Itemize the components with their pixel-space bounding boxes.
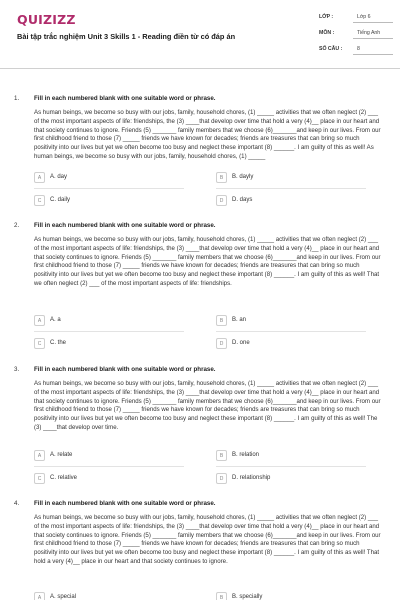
- option-letter-box: D: [216, 338, 227, 349]
- quizizz-logo: QUIZIZZ: [17, 12, 76, 27]
- option-b[interactable]: [216, 315, 386, 328]
- option-letter-box: B: [216, 172, 227, 183]
- option-letter-box: D: [216, 195, 227, 206]
- meta-underline: [353, 38, 393, 39]
- question-number: 1.: [14, 95, 20, 102]
- option-text: D. days: [232, 197, 253, 203]
- option-c[interactable]: [34, 473, 204, 486]
- option-divider: [216, 331, 366, 332]
- option-letter-box: B: [216, 592, 227, 600]
- option-b[interactable]: [216, 172, 386, 185]
- question-prompt: Fill in each numbered blank with one suitable word or phrase.: [34, 366, 216, 373]
- meta-key: LỚP :: [319, 14, 334, 20]
- option-letter-box: B: [216, 315, 227, 326]
- option-a[interactable]: [34, 172, 204, 185]
- question-passage: As human beings, we become so busy with our jobs, family, household chores, (1) _____ activities that we often neglect (2) ___ of the most important aspects of life: friendships, the (3) ____that develop over time that hold a very (4)__ place in our heart and that society continues to ignore. Friends (5) _______ family members that we choose (6)_______and keep in our lives. From our first childhood friend to those (7) _____ friends we have known for decades; friends are treasures that can bring so much positivity into our lives but yet we often become too busy and neglect these important (8) ______. I am guilty of this as well! That we often neglect (2) ___ of the most important aspects of life: friendships.: [34, 236, 381, 287]
- option-text: B. an: [232, 317, 247, 323]
- option-c[interactable]: [34, 338, 204, 351]
- meta-underline: [353, 54, 393, 55]
- option-letter-box: C: [34, 195, 45, 206]
- question-number: 4.: [14, 500, 20, 507]
- option-divider: [216, 466, 366, 467]
- question-prompt: Fill in each numbered blank with one suitable word or phrase.: [34, 95, 216, 102]
- option-b[interactable]: [216, 592, 386, 600]
- question-passage: As human beings, we become so busy with our jobs, family, household chores, (1) _____ activities that we often neglect (2) ___ of the most important aspects of life: friendships, the (3) ____that develop over time that hold a very (4)__ place in our heart and that society continues to ignore. Friends (5) _______ family members that we choose (6)_______and keep in our lives. From our first childhood friend to those (7) _____ friends we have known for decades; friends are treasures that can bring so much positivity into our lives but yet we often become too busy and neglect these important (8) ______. I am guilty of this as well! That hold a very (4)__ place in our heart and that society continues to ignore.: [34, 514, 381, 565]
- option-a[interactable]: [34, 592, 204, 600]
- option-text: C. the: [50, 340, 67, 346]
- meta-value: Lớp 6: [357, 14, 371, 20]
- document-title: Bài tập trắc nghiệm Unit 3 Skills 1 - Reading điền từ có đáp án: [17, 32, 236, 41]
- option-text: C. relative: [50, 475, 78, 481]
- question-prompt: Fill in each numbered blank with one suitable word or phrase.: [34, 500, 216, 507]
- option-letter-box: D: [216, 473, 227, 484]
- option-a[interactable]: [34, 315, 204, 328]
- option-d[interactable]: [216, 473, 386, 486]
- option-text: B. specially: [232, 594, 263, 600]
- option-d[interactable]: [216, 338, 386, 351]
- option-text: A. special: [50, 594, 77, 600]
- option-a[interactable]: [34, 450, 204, 463]
- question-passage: As human beings, we become so busy with our jobs, family, household chores, (1) _____ activities that we often neglect (2) ___ of the most important aspects of life: friendships, the (3) ____that develop over time that hold a very (4)__ place in our heart and that society continues to ignore. Friends (5) _______ family members that we choose (6)_______and keep in our lives. From our first childhood friend to those (7) _____ friends we have known for decades; friends are treasures that can bring so much positivity into our lives but yet we often become too busy and neglect these important (8) ______. I am guilty of this as well! As human beings, we become so busy with our jobs, family, household chores, (1) _____: [34, 109, 381, 160]
- option-text: A. day: [50, 174, 68, 180]
- option-letter-box: A: [34, 172, 45, 183]
- question-passage: As human beings, we become so busy with our jobs, family, household chores, (1) _____ activities that we often neglect (2) ___ of the most important aspects of life: friendships, the (3) ____that develop over time that hold a very (4)__ place in our heart and that society continues to ignore. Friends (5) _______ family members that we choose (6)_______and keep in our lives. From our first childhood friend to those (7) _____ friends we have known for decades; friends are treasures that can bring so much positivity into our lives but yet we often become too busy and neglect these important (8) ______. I am guilty of this as well! The (3) ____that develop over time.: [34, 380, 381, 431]
- option-divider: [34, 331, 184, 332]
- option-letter-box: A: [34, 450, 45, 461]
- option-letter-box: C: [34, 338, 45, 349]
- meta-value: Tiếng Anh: [357, 30, 381, 36]
- option-b[interactable]: [216, 450, 386, 463]
- question-number: 2.: [14, 222, 20, 229]
- header-divider: [0, 68, 400, 69]
- option-text: A. a: [50, 317, 61, 323]
- meta-underline: [353, 22, 393, 23]
- meta-key: SỐ CÂU :: [319, 46, 343, 52]
- option-divider: [34, 188, 184, 189]
- option-divider: [34, 466, 184, 467]
- meta-value: 8: [357, 46, 360, 52]
- meta-key: MÔN :: [319, 30, 335, 36]
- document-header: [0, 0, 400, 68]
- option-letter-box: A: [34, 592, 45, 600]
- question-number: 3.: [14, 366, 20, 373]
- option-text: B. relation: [232, 452, 260, 458]
- option-letter-box: B: [216, 450, 227, 461]
- option-text: A. relate: [50, 452, 73, 458]
- option-text: D. one: [232, 340, 250, 346]
- option-divider: [216, 188, 366, 189]
- option-d[interactable]: [216, 195, 386, 208]
- option-letter-box: C: [34, 473, 45, 484]
- option-letter-box: A: [34, 315, 45, 326]
- question-prompt: Fill in each numbered blank with one suitable word or phrase.: [34, 222, 216, 229]
- option-text: C. daily: [50, 197, 71, 203]
- option-c[interactable]: [34, 195, 204, 208]
- option-text: B. dayly: [232, 174, 254, 180]
- option-text: D. relationship: [232, 475, 271, 481]
